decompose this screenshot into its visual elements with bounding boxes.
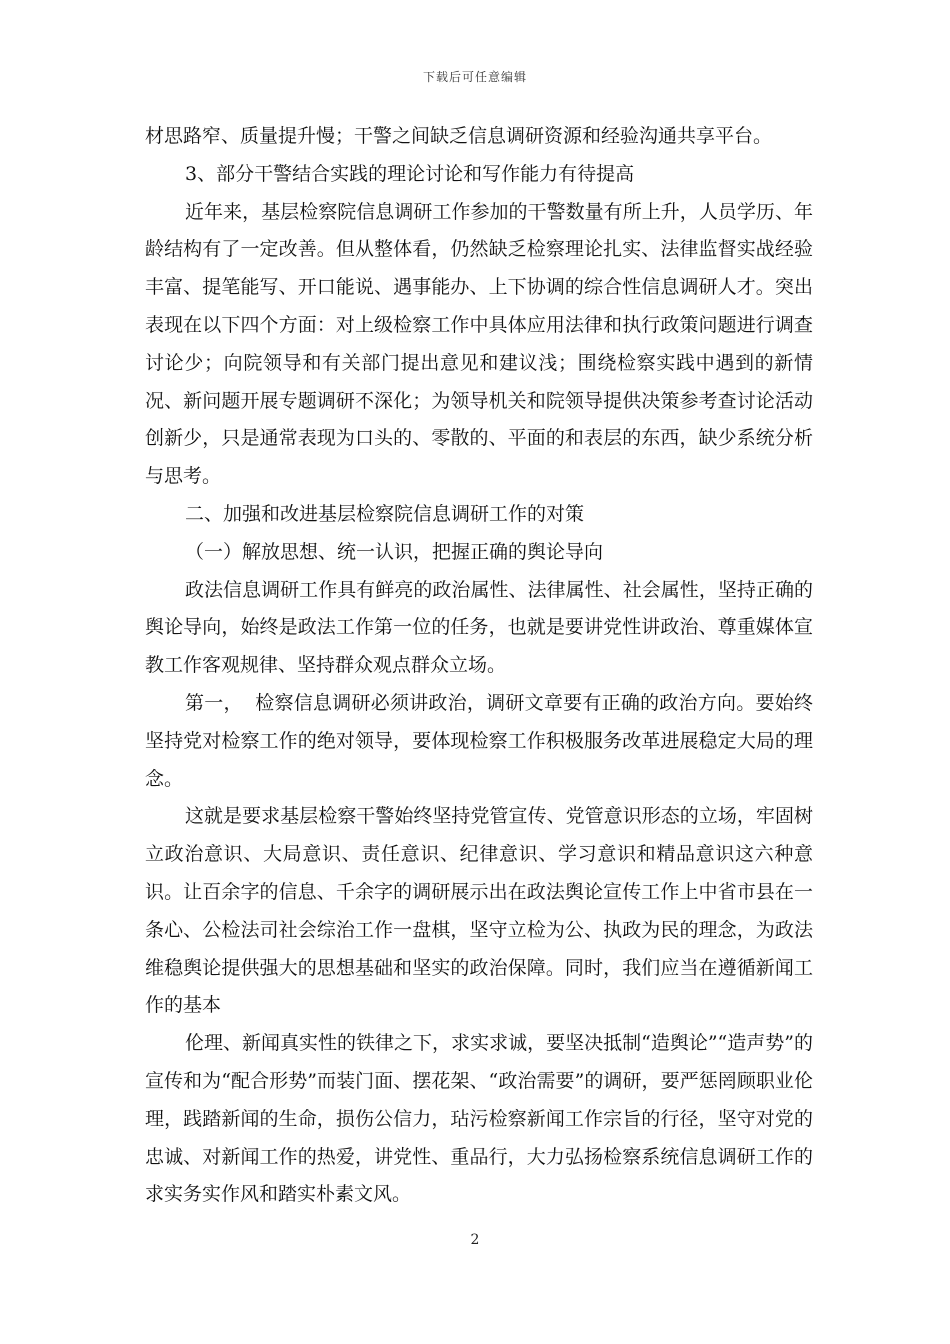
paragraph: 伦理、新闻真实性的铁律之下，求实求诚，要坚决抵制“造舆论”“造声势”的宣传和为“配合形势”而装门面、摆花架、“政治需要”的调研，要严惩罔顾职业伦理，践踏新闻的生命，损伤公信力，玷污检察新闻工作宗旨的行径，坚守对党的忠诚、对新闻工作的热爱，讲党性、重品行，大力弘扬检察系统信息调研工作的求实务实作风和踏实朴素文风。: [145, 1032, 813, 1206]
paragraph: 近年来，基层检察院信息调研工作参加的干警数量有所上升，人员学历、年龄结构有了一定改善。但从整体看，仍然缺乏检察理论扎实、法律监督实战经验丰富、提笔能写、开口能说、遇事能办、上下协调的综合性信息调研人才。突出表现在以下四个方面：对上级检察工作中具体应用法律和执行政策问题进行调查讨论少；向院领导和有关部门提出意见和建议浅；围绕检察实践中遇到的新情况、新问题开展专题调研不深化；为领导机关和院领导提供决策参考查讨论活动创新少，只是通常表现为口头的、零散的、平面的和表层的东西，缺少系统分析与思考。: [145, 200, 813, 488]
page-header: 下载后可任意编辑: [422, 70, 527, 84]
page-number: 2: [470, 1232, 480, 1248]
paragraph: 政法信息调研工作具有鲜亮的政治属性、法律属性、社会属性，坚持正确的舆论导向，始终是政法工作第一位的任务，也就是要讲党性讲政治、尊重媒体宣教工作客观规律、坚持群众观点群众立场。: [145, 578, 813, 677]
section-heading: 3、部分干警结合实践的理论讨论和写作能力有待提高: [185, 162, 635, 185]
paragraph: 材思路窄、质量提升慢；干警之间缺乏信息调研资源和经验沟通共享平台。: [145, 125, 773, 147]
document-body: [145, 118, 813, 1214]
paragraph: 这就是要求基层检察干警始终坚持党管宣传、党管意识形态的立场，牢固树立政治意识、大局意识、责任意识、纪律意识、学习意识和精品意识这六种意识。让百余字的信息、千余字的调研展示出在政法舆论宣传工作上中省市县在一条心、公检法司社会综治工作一盘棋，坚守立检为公、执政为民的理念，为政法维稳舆论提供强大的思想基础和坚实的政治保障。同时，我们应当在遵循新闻工作的基本: [145, 805, 813, 1017]
section-heading: 二、加强和改进基层检察院信息调研工作的对策: [185, 502, 585, 525]
subsection-heading: （一）解放思想、统一认识，把握正确的舆论导向: [185, 540, 604, 563]
paragraph: 第一， 检察信息调研必须讲政治，调研文章要有正确的政治方向。要始终坚持党对检察工作的绝对领导，要体现检察工作积极服务改革进展稳定大局的理念。: [145, 691, 813, 790]
